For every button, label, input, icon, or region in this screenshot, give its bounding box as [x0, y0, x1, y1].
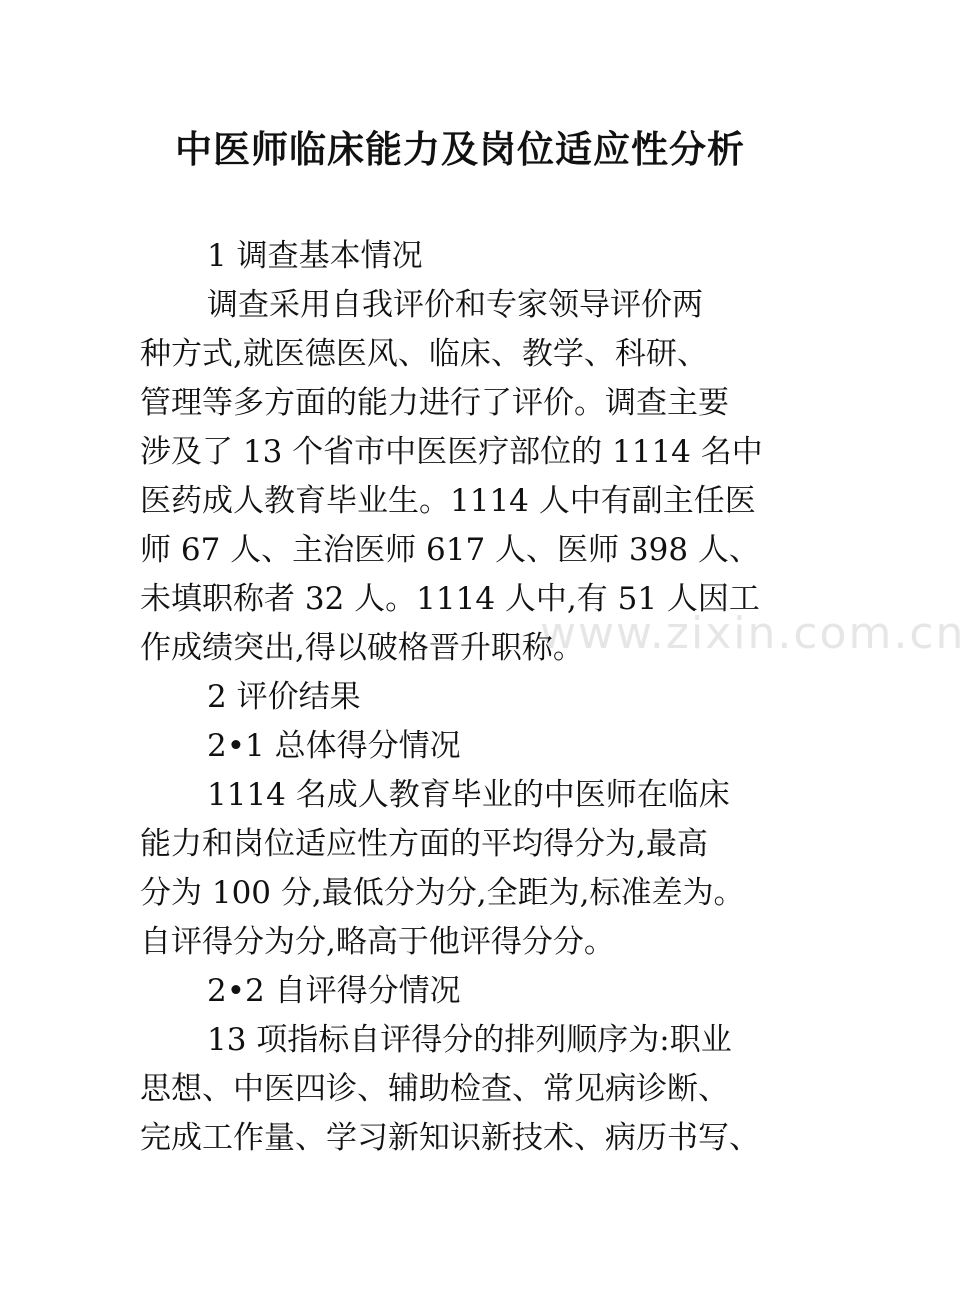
paragraph-line: 完成工作量、学习新知识新技术、病历书写、	[140, 1120, 760, 1156]
section-heading: 2 评价结果	[207, 679, 361, 715]
paragraph-line: 未填职称者 32 人。1114 人中,有 51 人因工	[140, 581, 760, 617]
watermark: www.zixin.com.cn	[540, 608, 965, 659]
paragraph-line: 1114 名成人教育毕业的中医师在临床	[207, 777, 730, 813]
paragraph-line: 医药成人教育毕业生。1114 人中有副主任医	[140, 483, 756, 519]
paragraph-line: 种方式,就医德医风、临床、教学、科研、	[140, 336, 708, 372]
paragraph-line: 涉及了 13 个省市中医医疗部位的 1114 名中	[140, 434, 763, 470]
paragraph-line: 管理等多方面的能力进行了评价。调查主要	[140, 385, 729, 421]
section-heading: 1 调查基本情况	[207, 238, 423, 274]
paragraph-line: 师 67 人、主治医师 617 人、医师 398 人、	[140, 532, 760, 568]
paragraph-line: 能力和岗位适应性方面的平均得分为,最高	[140, 826, 708, 862]
paragraph-line: 作成绩突出,得以破格晋升职称。	[140, 630, 584, 666]
paragraph-line: 分为 100 分,最低分为分,全距为,标准差为。	[140, 875, 745, 911]
subsection-heading: 2•1 总体得分情况	[207, 728, 461, 764]
paragraph-line: 思想、中医四诊、辅助检查、常见病诊断、	[140, 1071, 729, 1107]
paragraph-line: 13 项指标自评得分的排列顺序为:职业	[207, 1022, 732, 1058]
document-title: 中医师临床能力及岗位适应性分析	[175, 128, 745, 171]
subsection-heading: 2•2 自评得分情况	[207, 973, 461, 1009]
paragraph-line: 调查采用自我评价和专家领导评价两	[207, 287, 703, 323]
paragraph-line: 自评得分为分,略高于他评得分分。	[140, 924, 615, 960]
